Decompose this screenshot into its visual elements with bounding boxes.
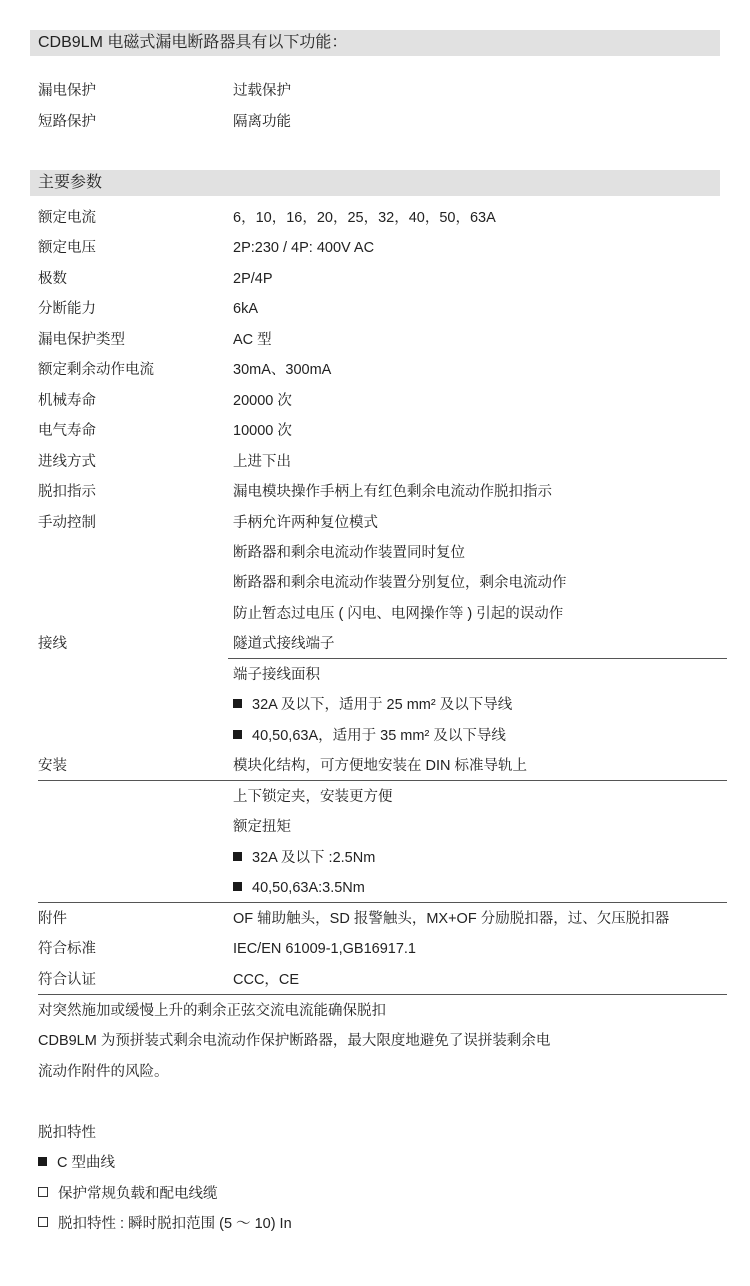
param-value: 上下锁定夹，安装更方便	[233, 789, 393, 805]
section-header-features	[30, 30, 720, 56]
param-value: 漏电模块操作手柄上有红色剩余电流动作脱扣指示	[233, 484, 552, 500]
param-label: 额定电流	[38, 210, 96, 226]
param-value: 10000 次	[233, 423, 292, 439]
param-row	[0, 721, 750, 751]
param-value: 2P/4P	[233, 271, 273, 287]
param-row	[0, 355, 750, 385]
param-row	[0, 386, 750, 416]
param-row	[0, 447, 750, 477]
param-value	[233, 843, 375, 873]
param-label: 附件	[38, 911, 67, 927]
param-value: OF 辅助触头，SD 报警触头，MX+OF 分励脱扣器，过、欠压脱扣器	[233, 911, 670, 927]
param-row	[0, 934, 750, 964]
param-row	[0, 629, 750, 659]
param-value: 6，10，16，20，25，32，40，50，63A	[233, 210, 496, 226]
param-row	[0, 843, 750, 873]
param-value: 2P:230 / 4P: 400V AC	[233, 240, 375, 256]
param-value: 20000 次	[233, 393, 292, 409]
param-value: 端子接线面积	[233, 667, 320, 683]
description-line: 流动作附件的风险。	[38, 1064, 169, 1080]
param-label: 进线方式	[38, 454, 96, 470]
param-value: 模块化结构，可方便地安装在 DIN 标准导轨上	[233, 758, 528, 774]
param-label: 漏电保护类型	[38, 332, 125, 348]
param-row	[0, 233, 750, 263]
param-value: AC 型	[233, 332, 272, 348]
param-row	[0, 965, 750, 995]
param-value: 手柄允许两种复位模式	[233, 515, 378, 531]
trip-item-text: 脱扣特性 : 瞬时脱扣范围 (5 ～ 10) In	[58, 1216, 292, 1232]
divider	[38, 780, 727, 781]
function-left: 漏电保护	[38, 83, 96, 99]
param-row	[0, 690, 750, 720]
param-row	[0, 508, 750, 538]
bullet-text: 40,50,63A，适用于 35 mm² 及以下导线	[252, 728, 506, 744]
param-label: 电气寿命	[38, 423, 96, 439]
param-label: 分断能力	[38, 301, 96, 317]
trip-item-text: 保护常规负载和配电线缆	[58, 1186, 218, 1202]
description-line: CDB9LM 为预拼装式剩余电流动作保护断路器，最大限度地避免了误拼装剩余电	[38, 1033, 551, 1049]
param-label: 极数	[38, 271, 67, 287]
trip-item-text: C 型曲线	[57, 1155, 115, 1171]
param-row	[0, 660, 750, 690]
param-label: 符合认证	[38, 972, 96, 988]
param-row	[0, 782, 750, 812]
param-value	[233, 690, 512, 720]
trip-item	[38, 1179, 218, 1209]
function-row	[0, 107, 750, 137]
param-value: 断路器和剩余电流动作装置分别复位，剩余电流动作	[233, 575, 567, 591]
param-value: 隧道式接线端子	[233, 636, 335, 652]
param-label: 接线	[38, 636, 67, 652]
divider	[38, 994, 727, 995]
param-label: 手动控制	[38, 515, 96, 531]
param-row	[0, 203, 750, 233]
param-row	[0, 812, 750, 842]
param-row	[0, 568, 750, 598]
square-bullet-icon	[233, 699, 242, 708]
function-left: 短路保护	[38, 114, 96, 130]
param-label: 符合标准	[38, 941, 96, 957]
param-label: 机械寿命	[38, 393, 96, 409]
section-header-params	[30, 170, 720, 196]
divider	[228, 658, 727, 659]
trip-item	[38, 1148, 115, 1178]
square-bullet-icon	[233, 730, 242, 739]
empty-square-icon	[38, 1217, 48, 1227]
param-row	[0, 751, 750, 781]
param-row	[0, 264, 750, 294]
param-value: 额定扭矩	[233, 819, 291, 835]
param-value: CCC，CE	[233, 972, 300, 988]
param-value: 30mA、300mA	[233, 362, 332, 378]
param-row	[0, 477, 750, 507]
features-title: CDB9LM 电磁式漏电断路器具有以下功能：	[38, 34, 348, 51]
param-row	[0, 538, 750, 568]
divider	[38, 902, 727, 903]
function-right: 隔离功能	[233, 114, 291, 130]
param-value	[233, 873, 365, 903]
empty-square-icon	[38, 1187, 48, 1197]
param-row	[0, 599, 750, 629]
trip-title: 脱扣特性	[38, 1125, 96, 1141]
function-row	[0, 76, 750, 106]
description-line: 对突然施加或缓慢上升的剩余正弦交流电流能确保脱扣	[38, 1003, 386, 1019]
param-row	[0, 904, 750, 934]
param-value	[233, 721, 506, 751]
param-value: 防止暂态过电压 ( 闪电、电网操作等 ) 引起的误动作	[233, 606, 564, 622]
param-value: 上进下出	[233, 454, 291, 470]
param-label: 额定剩余动作电流	[38, 362, 154, 378]
function-right: 过载保护	[233, 83, 291, 99]
bullet-text: 40,50,63A:3.5Nm	[252, 880, 365, 896]
param-value: 断路器和剩余电流动作装置同时复位	[233, 545, 465, 561]
filled-square-icon	[38, 1157, 47, 1166]
param-row	[0, 294, 750, 324]
param-value: IEC/EN 61009-1,GB16917.1	[233, 941, 416, 957]
params-title: 主要参数	[38, 174, 103, 191]
square-bullet-icon	[233, 852, 242, 861]
bullet-text: 32A 及以下 :2.5Nm	[252, 850, 376, 866]
param-value: 6kA	[233, 301, 258, 317]
param-row	[0, 416, 750, 446]
bullet-text: 32A 及以下，适用于 25 mm² 及以下导线	[252, 697, 513, 713]
param-label: 额定电压	[38, 240, 96, 256]
param-label: 脱扣指示	[38, 484, 96, 500]
trip-item	[38, 1209, 292, 1239]
square-bullet-icon	[233, 882, 242, 891]
param-row	[0, 325, 750, 355]
param-row	[0, 873, 750, 903]
param-label: 安装	[38, 758, 67, 774]
